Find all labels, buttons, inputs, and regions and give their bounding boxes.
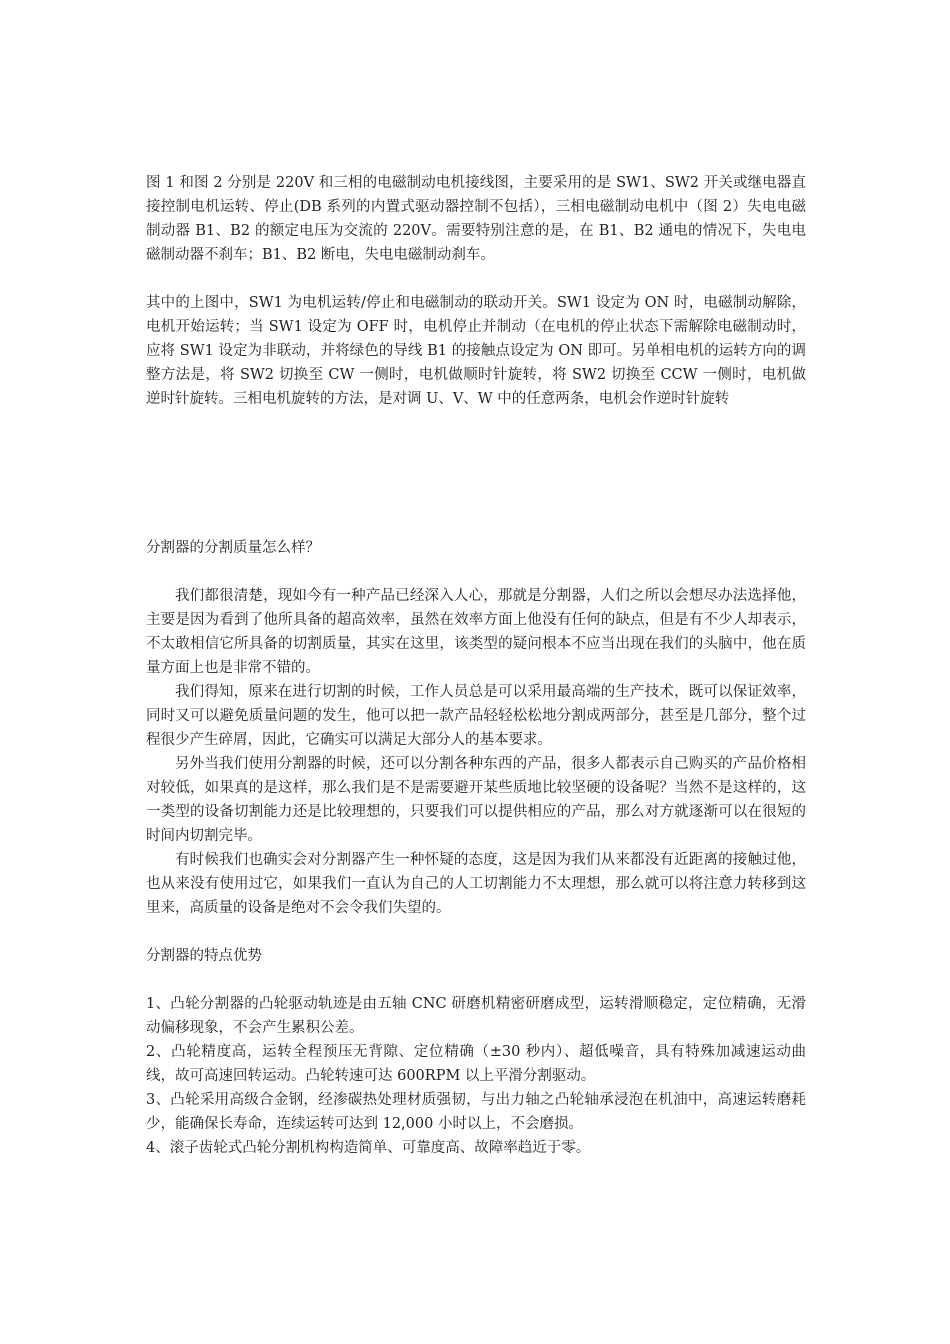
intro-paragraph-1: 图 1 和图 2 分别是 220V 和三相的电磁制动电机接线图，主要采用的是 SW1、SW2 开关或继电器直接控制电机运转、停止(DB 系列的内置式驱动器控制不包括），三相电磁制动电机中（图 2）失电电磁制动器 B1、B2 的额定电压为交流的 220V。需要特别注意的是，在 B1、B2 通电的情况下，失电电磁制动器不刹车；B1、B2 断电，失电电磁制动刹车。: [146, 175, 806, 263]
paragraph-spacer: [146, 560, 806, 584]
intro-paragraph-2: 其中的上图中，SW1 为电机运转/停止和电磁制动的联动开关。SW1 设定为 ON 时，电磁制动解除，电机开始运转；当 SW1 设定为 OFF 时，电机停止并制动（在电机的停止状态下需解除电磁制动时，应将 SW1 设定为非联动，并将绿色的导线 B1 的接触点设定为 ON 即可。另单相电机的运转方向的调整方法是，将 SW2 切换至 CW 一侧时，电机做顺时针旋转，将 SW2 切换至 CCW 一侧时，电机做逆时针旋转。三相电机旋转的方法，是对调 U、V、W 中的任意两条，电机会作逆时针旋转: [146, 295, 806, 407]
quality-paragraph: 我们得知，原来在进行切割的时候，工作人员总是可以采用最高端的生产技术，既可以保证效率，同时又可以避免质量问题的发生，他可以把一款产品轻轻松松地分割成两部分，甚至是几部分，整个过程很少产生碎屑，因此，它确实可以满足大部分人的基本要求。: [146, 684, 806, 748]
document-body: [146, 171, 806, 1160]
quality-paragraph: 我们都很清楚，现如今有一种产品已经深入人心，那就是分割器，人们之所以会想尽办法选择他，主要是因为看到了他所具备的超高效率，虽然在效率方面上他没有任何的缺点，但是有不少人却表示，不太敢相信它所具备的切割质量，其实在这里，该类型的疑问根本不应当出现在我们的头脑中，他在质量方面上也是非常不错的。: [146, 588, 806, 676]
feature-item: 1、凸轮分割器的凸轮驱动轨迹是由五轴 CNC 研磨机精密研磨成型，运转滑顺稳定，定位精确，无滑动偏移现象，不会产生累积公差。: [146, 996, 806, 1036]
quality-heading: 分割器的分割质量怎么样？: [146, 540, 320, 556]
quality-paragraph: 另外当我们使用分割器的时候，还可以分割各种东西的产品，很多人都表示自己购买的产品价格相对较低，如果真的是这样，那么我们是不是需要避开某些质地比较坚硬的设备呢？当然不是这样的，这一类型的设备切割能力还是比较理想的，只要我们可以提供相应的产品，那么对方就逐渐可以在很短的时间内切割完毕。: [146, 756, 806, 844]
paragraph-spacer: [146, 920, 806, 944]
feature-item: 3、凸轮采用高级合金钢，经渗碳热处理材质强韧，与出力轴之凸轮轴承浸泡在机油中，高速运转磨耗少，能确保长寿命，连续运转可达到 12,000 小时以上，不会磨损。: [146, 1092, 806, 1132]
paragraph-spacer: [146, 968, 806, 992]
paragraph-spacer: [146, 267, 806, 291]
features-heading: 分割器的特点优势: [146, 948, 262, 964]
section-spacer: [146, 411, 806, 536]
quality-paragraph: 有时候我们也确实会对分割器产生一种怀疑的态度，这是因为我们从来都没有近距离的接触过他，也从来没有使用过它，如果我们一直认为自己的人工切割能力不太理想，那么就可以将注意力转移到这里来，高质量的设备是绝对不会令我们失望的。: [146, 852, 806, 916]
feature-item: 2、凸轮精度高，运转全程预压无背隙、定位精确（±30 秒内）、超低噪音，具有特殊加减速运动曲线，故可高速回转运动。凸轮转速可达 600RPM 以上平滑分割驱动。: [146, 1044, 806, 1084]
feature-item: 4、滚子齿轮式凸轮分割机构构造简单、可靠度高、故障率趋近于零。: [146, 1140, 591, 1156]
